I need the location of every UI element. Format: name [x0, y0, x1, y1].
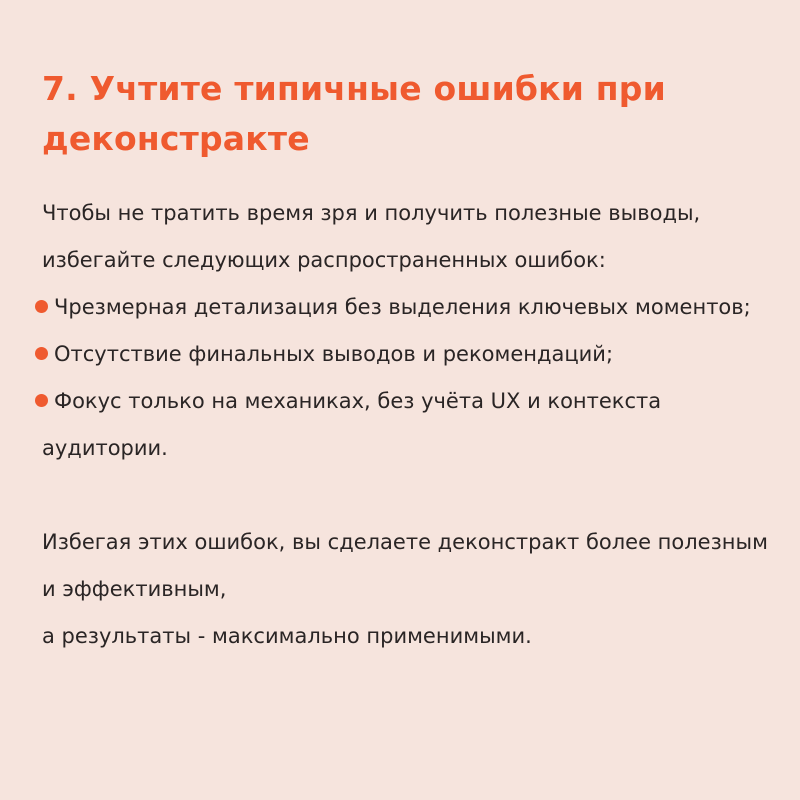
conclusion-text: Избегая этих ошибок, вы сделаете деконстракт более полезным и эффективным, [42, 530, 768, 601]
list-item-text: Фокус только на механиках, без учёта UX и контекста аудитории. [42, 389, 662, 460]
bullet-dot-icon [35, 394, 48, 407]
conclusion-end-text: а результаты - максимально применимыми. [42, 624, 532, 648]
list-item-text: Отсутствие финальных выводов и рекомендаций; [54, 342, 614, 366]
list-item [42, 331, 772, 378]
slide-title: 7. Учтите типичные ошибки при деконстракте [42, 69, 666, 158]
bullet-dot-icon [35, 347, 48, 360]
mistakes-list [42, 284, 772, 472]
slide-body [42, 190, 772, 660]
conclusion-paragraph [42, 519, 772, 660]
list-item-text: Чрезмерная детализация без выделения ключевых моментов; [54, 295, 751, 319]
list-item [42, 284, 772, 331]
list-item [42, 378, 772, 472]
spacer [42, 472, 772, 519]
bullet-dot-icon [35, 300, 48, 313]
intro-paragraph: Чтобы не тратить время зря и получить полезные выводы, избегайте следующих распространенных ошибок: [42, 201, 701, 272]
